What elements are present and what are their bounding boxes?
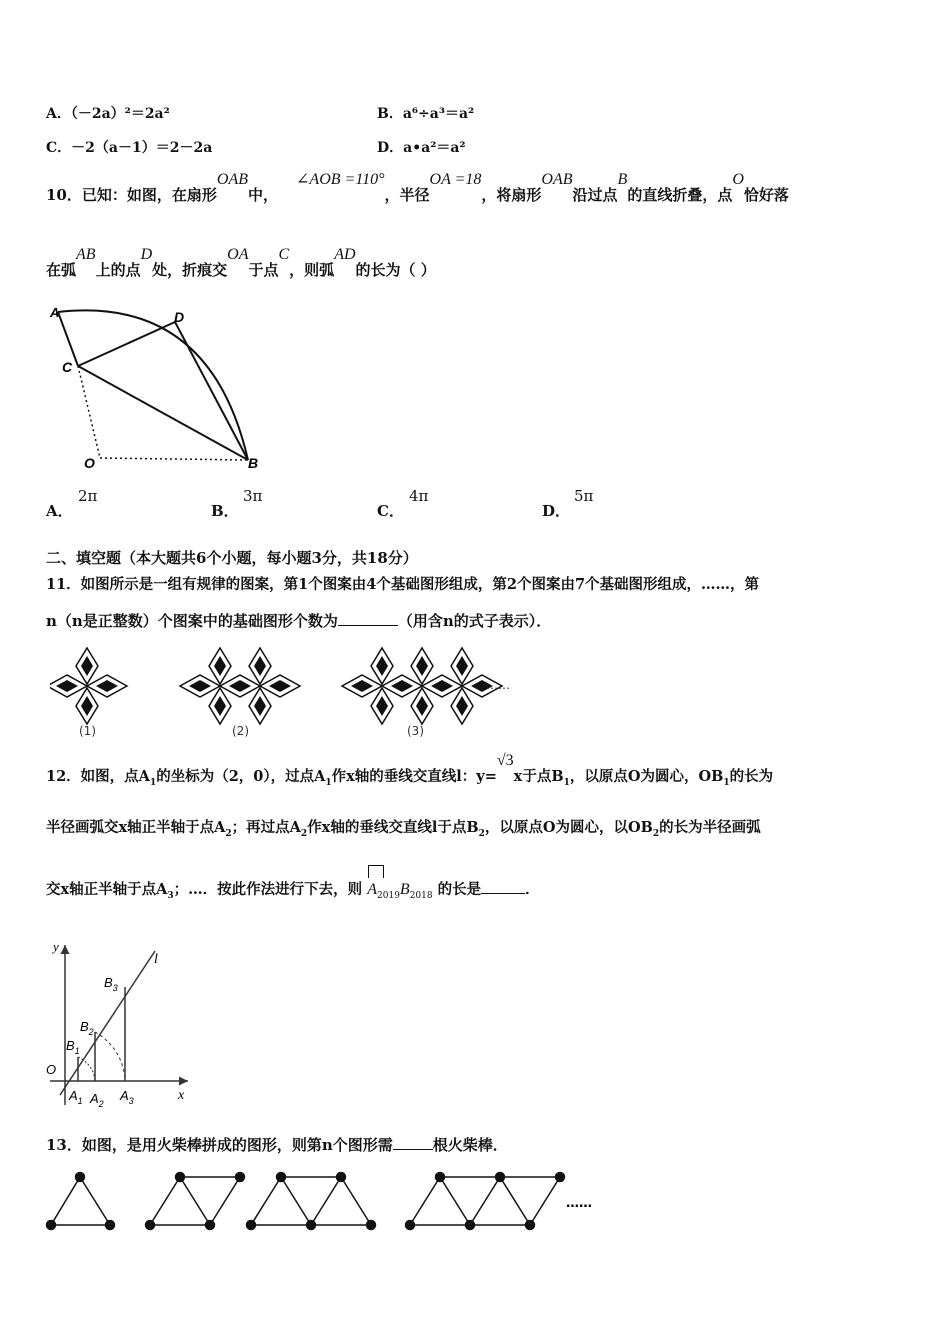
- label-a3: $A_3$: [120, 1088, 134, 1106]
- segment-oa: [58, 312, 78, 366]
- label-b: B: [248, 455, 259, 471]
- q9-option-d: D．a•a²＝a²: [377, 140, 466, 156]
- q10-option-b: B．: [211, 502, 239, 520]
- q10-option-c: C．: [377, 502, 404, 520]
- arc-symbol: [368, 865, 384, 878]
- pattern-1: [50, 648, 127, 724]
- q9-option-a: A．（－2a）²＝2a²: [46, 106, 170, 122]
- label-a1: $A_1$: [69, 1088, 83, 1106]
- q11-pattern-figure: [50, 645, 530, 740]
- matchstick-figure-2: [146, 1173, 245, 1230]
- q12-line2: 半径画弧交x轴正半轴于点$A_2$；再过点$A_2$作x轴的垂线交直线l于点$B_2$，以原点O为圆心，以$OB_2$的长为半径画弧: [46, 819, 761, 839]
- pattern-2: [180, 648, 300, 724]
- q13-answer-blank: [393, 1135, 433, 1150]
- sqrt-three: √3: [496, 752, 514, 769]
- segment-ob-dotted: [100, 458, 248, 460]
- arc-1: [78, 1057, 95, 1081]
- q12-answer-blank: [481, 879, 525, 894]
- matchstick-figure-3: [247, 1173, 376, 1230]
- caption-1: (1): [79, 724, 96, 738]
- segment-cd: [78, 322, 175, 366]
- q12-coordinate-figure: [40, 935, 200, 1110]
- label-l: l: [154, 952, 158, 967]
- q13-text: 13．如图，是用火柴棒拼成的图形，则第n个图形需 根火柴棒．: [46, 1136, 508, 1154]
- label-x: x: [178, 1088, 185, 1103]
- q13-ellipsis: ……: [566, 1196, 592, 1211]
- q9-option-b-text: a⁶÷a³＝a²: [402, 106, 475, 122]
- caption-2: (2): [232, 724, 249, 738]
- q9-option-d-text: a•a²＝a²: [403, 140, 466, 156]
- matchstick-figure-4: [406, 1173, 565, 1230]
- q9-option-a-text: （－2a）²＝2a²: [70, 106, 170, 122]
- q12-line3: 交x轴正半轴于点$A_3$；…．按此作法进行下去，则 $A_{2019}B_{2018}$ 的长是 ．: [46, 878, 540, 901]
- q10-option-d: D．: [542, 502, 571, 520]
- q9-option-b: B．a⁶÷a³＝a²: [377, 106, 475, 122]
- q10-option-d-value: 5π: [574, 487, 594, 505]
- pattern-3: [342, 648, 502, 724]
- q11-line1: 11．如图所示是一组有规律的图案，第1个图案由4个基础图形组成，第2个图案由7个基础图形组成，……，第: [46, 576, 760, 593]
- label-a: A: [50, 305, 60, 320]
- q10-sector-figure: [40, 300, 280, 475]
- q9-option-c-text: －2（a－1）＝2－2a: [71, 140, 213, 156]
- label-o: O: [46, 1062, 57, 1077]
- caption-3: (3): [407, 724, 424, 738]
- label-b1: $B_1$: [66, 1038, 80, 1056]
- q10-option-a-value: 2π: [78, 487, 98, 505]
- arc-notation: $A_{2019}B_{2018}$: [367, 881, 432, 901]
- q10-line2: 在弧AB上的点D处，折痕交OA于点C，则弧AD的长为（ ）: [46, 246, 436, 279]
- label-a2: $A_2$: [90, 1091, 104, 1109]
- q9-option-c: C．－2（a－1）＝2－2a: [46, 140, 213, 156]
- segment-oc-dotted: [78, 366, 100, 458]
- q11-line2: n（n是正整数）个图案中的基础图形个数为 （用含n的式子表示）．: [46, 612, 552, 630]
- label-y: y: [53, 939, 59, 954]
- label-b3: $B_3$: [104, 975, 118, 993]
- q11-answer-blank: [338, 611, 398, 626]
- label-o: O: [84, 455, 95, 471]
- q13-matchstick-figure: [40, 1165, 620, 1240]
- q10-option-c-value: 4π: [409, 487, 429, 505]
- q10-option-a: A．: [46, 502, 73, 520]
- q12-line1: 12．如图，点$A_1$的坐标为（2，0），过点$A_1$作x轴的垂线交直线l：y=√3x于点$B_1$，以原点O为圆心，$OB_1$的长为: [46, 752, 774, 788]
- label-c: C: [62, 359, 73, 375]
- q10-option-b-value: 3π: [243, 487, 263, 505]
- arc-2: [95, 1032, 125, 1081]
- q11-ellipsis: ……: [486, 678, 510, 692]
- q10-line1: 10．已知：如图，在扇形OAB中，∠AOB =110°，半径OA =18，将扇形OAB沿过点B的直线折叠，点O恰好落: [46, 171, 789, 204]
- matchstick-figure-1: [47, 1173, 115, 1230]
- section2-heading: 二、填空题（本大题共6个小题，每小题3分，共18分）: [46, 549, 418, 567]
- label-b2: $B_2$: [80, 1019, 94, 1037]
- line-l: [60, 951, 155, 1095]
- label-d: D: [174, 309, 185, 325]
